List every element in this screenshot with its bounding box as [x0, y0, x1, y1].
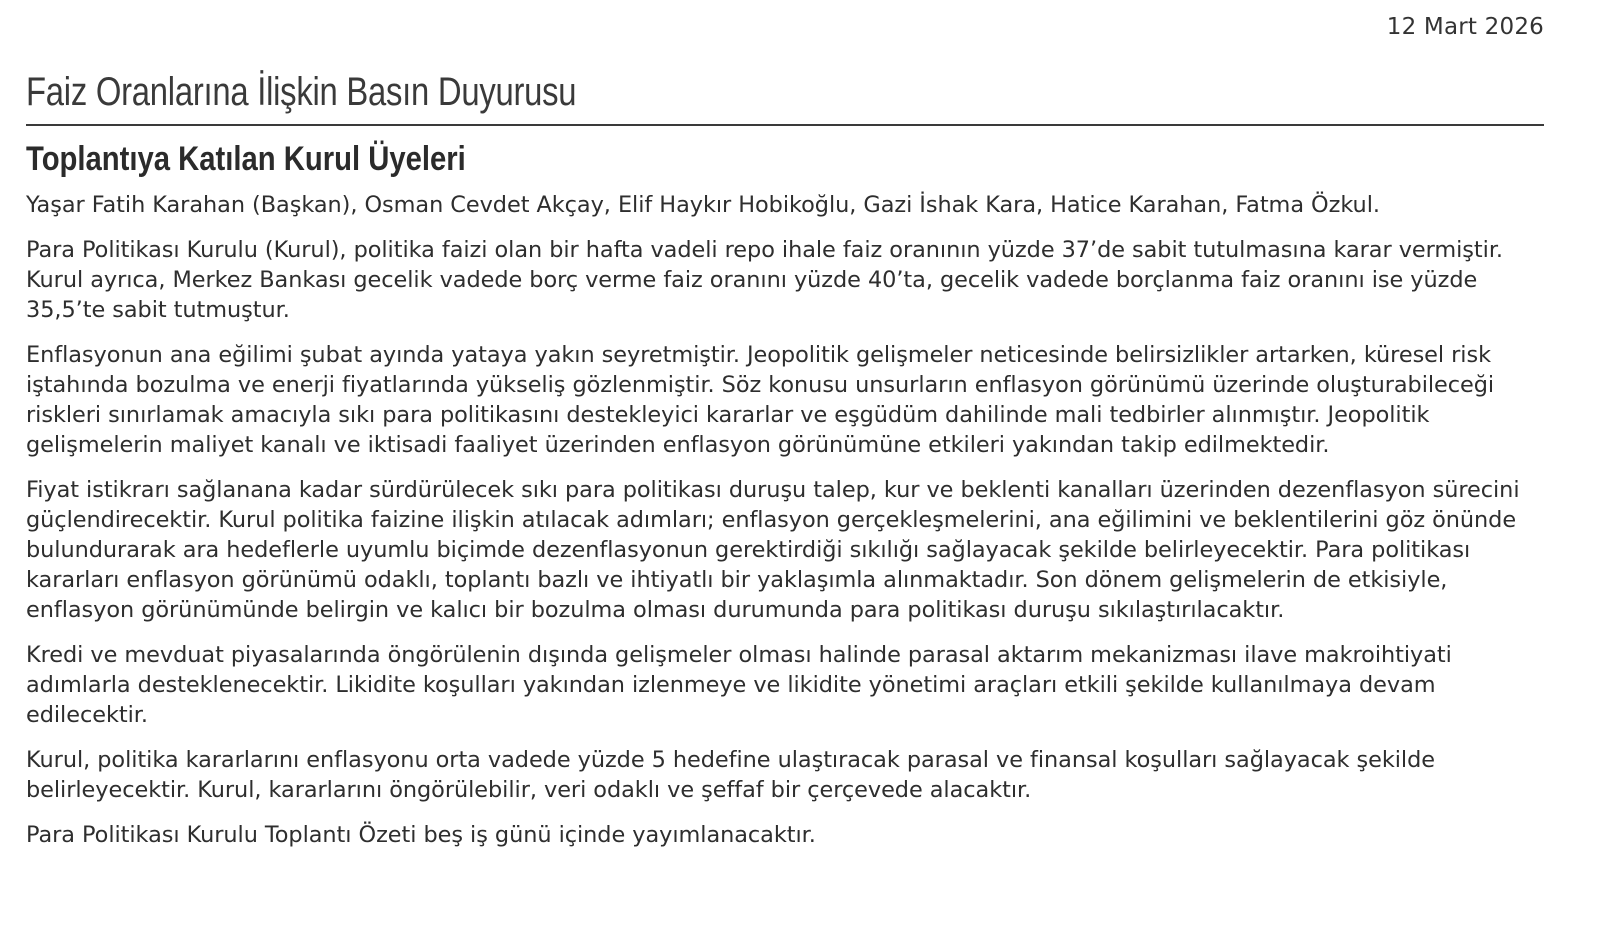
- paragraph-monetary-stance: Fiyat istikrarı sağlanana kadar sürdürülecek sıkı para politikası duruşu talep, kur ve beklenti kanalları üzerinden dezenflasyon sürecini güçlendirecektir. Kurul politika faizine ilişkin atılacak adımları; enflasyon gerçekleşmelerini, ana eğilimini ve beklentilerini göz önünde bulundurarak ara hedeflerle uyumlu biçimde dezenflasyonun gerektirdiği sıkılığı sağlayacak şekilde belirleyecektir. Para politikası kararları enflasyon görünümü odaklı, toplantı bazlı ve ihtiyatlı bir yaklaşımla alınmaktadır. Son dönem gelişmelerin de etkisiyle, enflasyon görünümünde belirgin ve kalıcı bir bozulma olması durumunda para politikası duruşu sıkılaştırılacaktır.: [26, 477, 1520, 623]
- paragraph-policy-rate: Para Politikası Kurulu (Kurul), politika faizi olan bir hafta vadeli repo ihale faiz oranının yüzde 37’de sabit tutulmasına karar vermiştir. Kurul ayrıca, Merkez Bankası gecelik vadede borç verme faiz oranını yüzde 40’ta, gecelik vadede borçlanma faiz oranını ise yüzde 35,5’te sabit tutmuştur.: [26, 237, 1503, 323]
- paragraph-credit-liquidity: Kredi ve mevduat piyasalarında öngörülenin dışında gelişmeler olması halinde parasal aktarım mekanizması ilave makroihtiyati adımlarla desteklenecektir. Likidite koşulları yakından izlenmeye ve likidite yönetimi araçları etkili şekilde kullanılmaya devam edilecektir.: [26, 642, 1452, 728]
- members-list: Yaşar Fatih Karahan (Başkan), Osman Cevdet Akçay, Elif Haykır Hobikoğlu, Gazi İshak Kara, Hatice Karahan, Fatma Özkul.: [26, 192, 1380, 218]
- release-body: [26, 190, 1550, 865]
- paragraph-meeting-summary: Para Politikası Kurulu Toplantı Özeti beş iş günü içinde yayımlanacaktır.: [26, 822, 816, 848]
- page-title: Faiz Oranlarına İlişkin Basın Duyurusu: [26, 70, 577, 114]
- paragraph-inflation-target: Kurul, politika kararlarını enflasyonu orta vadede yüzde 5 hedefine ulaştıracak parasal ve finansal koşulları sağlayacak şekilde belirleyecektir. Kurul, kararlarını öngörülebilir, veri odaklı ve şeffaf bir çerçevede alacaktır.: [26, 747, 1435, 803]
- members-heading: Toplantıya Katılan Kurul Üyeleri: [26, 140, 466, 178]
- title-divider: [26, 124, 1544, 126]
- paragraph-inflation-trend: Enflasyonun ana eğilimi şubat ayında yataya yakın seyretmiştir. Jeopolitik gelişmeler neticesinde belirsizlikler artarken, küresel risk iştahında bozulma ve enerji fiyatlarında yükseliş gözlenmiştir. Söz konusu unsurların enflasyon görünümü üzerinde oluşturabileceği riskleri sınırlamak amacıyla sıkı para politikasını destekleyici kararlar ve eşgüdüm dahilinde mali tedbirler alınmıştır. Jeopolitik gelişmelerin maliyet kanalı ve iktisadi faaliyet üzerinden enflasyon görünümüne etkileri yakından takip edilmektedir.: [26, 342, 1495, 458]
- release-date: 12 Mart 2026: [1386, 14, 1544, 40]
